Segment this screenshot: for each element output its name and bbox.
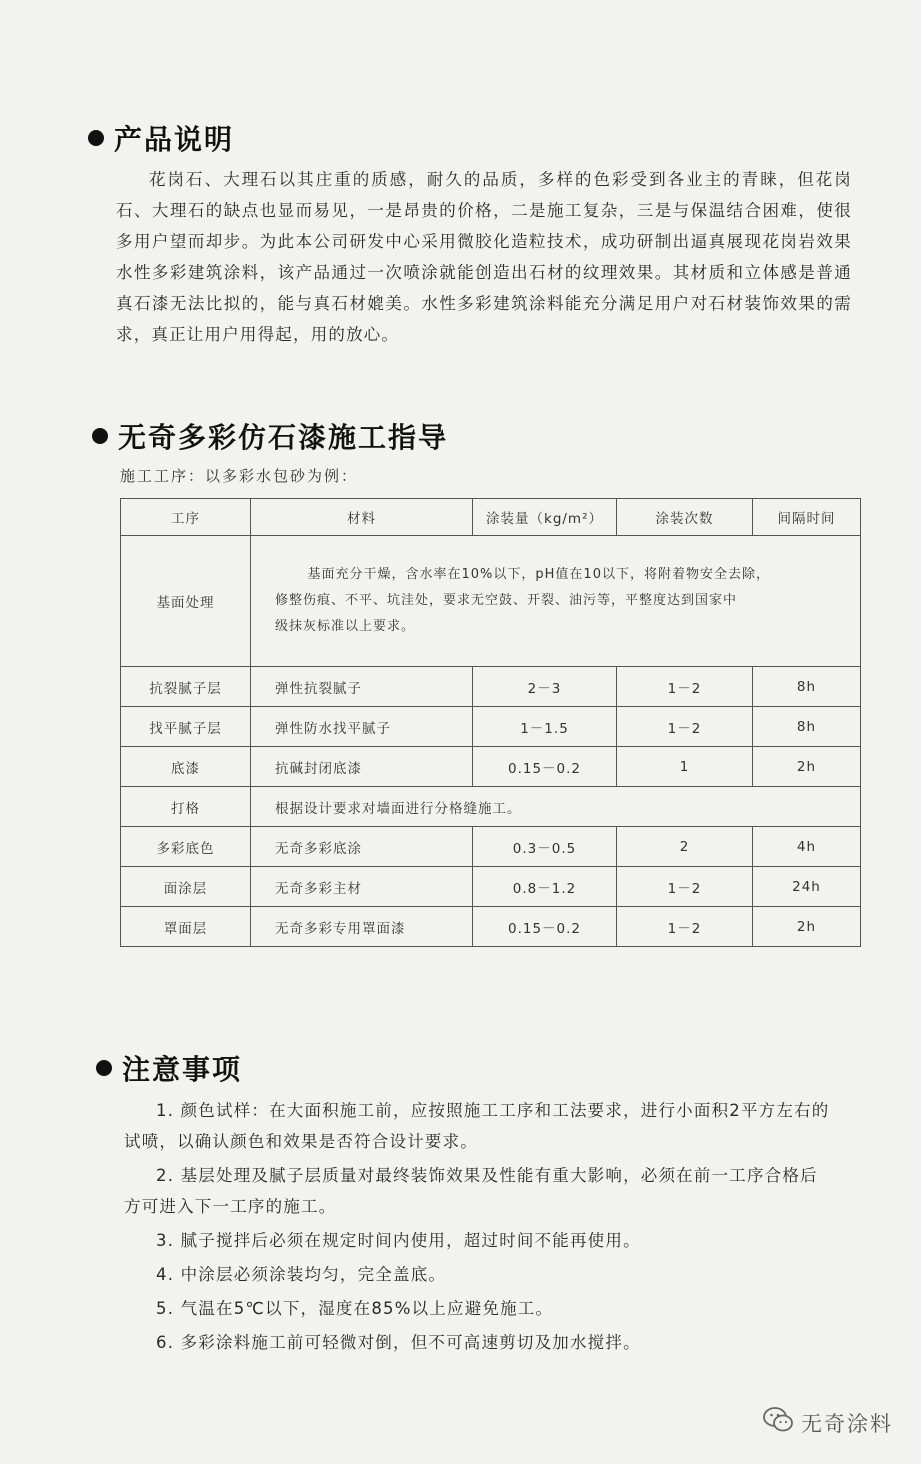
note-line: 3. 腻子搅拌后必须在规定时间内使用，超过时间不能再使用。 bbox=[156, 1231, 641, 1250]
cell-times: 1－2 bbox=[617, 907, 753, 947]
cell-step: 抗裂腻子层 bbox=[121, 667, 251, 707]
cell-amount: 2－3 bbox=[473, 667, 617, 707]
desc-line: 修整伤痕、不平、坑洼处，要求无空鼓、开裂、油污等，平整度达到国家中 bbox=[275, 593, 738, 608]
header-material: 材料 bbox=[251, 499, 473, 536]
header-step: 工序 bbox=[121, 499, 251, 536]
construction-table bbox=[120, 498, 861, 947]
note-line: 2. 基层处理及腻子层质量对最终装饰效果及性能有重大影响，必须在前一工序合格后 bbox=[156, 1166, 818, 1185]
cell-material: 弹性防水找平腻子 bbox=[251, 707, 473, 747]
intro-body: 花岗石、大理石以其庄重的质感，耐久的品质，多样的色彩受到各业主的青睐，但花岗石、大理石的缺点也显而易见，一是昂贵的价格，二是施工复杂，三是与保温结合困难，使很多用户望而却步。为此本公司研发中心采用微胶化造粒技术，成功研制出逼真展现花岗岩效果水性多彩建筑涂料，该产品通过一次喷涂就能创造出石材的纹理效果。其材质和立体感是普通真石漆无法比拟的，能与真石材媲美。水性多彩建筑涂料能充分满足用户对石材装饰效果的需求，真正让用户用得起，用的放心。 bbox=[116, 170, 852, 344]
list-item bbox=[124, 1293, 884, 1324]
intro-heading bbox=[88, 118, 234, 158]
desc-line: 基面充分干燥，含水率在10%以下，pH值在10以下，将附着物安全去除， bbox=[307, 567, 770, 582]
list-item bbox=[124, 1259, 884, 1290]
cell-step: 找平腻子层 bbox=[121, 707, 251, 747]
cell-amount: 0.3－0.5 bbox=[473, 827, 617, 867]
cell-amount: 0.8－1.2 bbox=[473, 867, 617, 907]
cell-amount: 1－1.5 bbox=[473, 707, 617, 747]
note-line: 5. 气温在5℃以下，湿度在85%以上应避免施工。 bbox=[156, 1299, 554, 1318]
notes-list bbox=[124, 1095, 884, 1361]
table-row bbox=[121, 747, 861, 787]
cell-material: 弹性抗裂腻子 bbox=[251, 667, 473, 707]
guide-heading bbox=[92, 416, 448, 456]
cell-step: 打格 bbox=[121, 787, 251, 827]
list-item bbox=[124, 1225, 884, 1256]
cell-interval: 24h bbox=[753, 867, 861, 907]
table-row bbox=[121, 536, 861, 667]
table-header-row bbox=[121, 499, 861, 536]
cell-step: 罩面层 bbox=[121, 907, 251, 947]
note-line-cont: 试喷，以确认颜色和效果是否符合设计要求。 bbox=[124, 1132, 478, 1151]
cell-times: 1－2 bbox=[617, 867, 753, 907]
cell-step: 多彩底色 bbox=[121, 827, 251, 867]
note-line: 1. 颜色试样：在大面积施工前，应按照施工工序和工法要求，进行小面积2平方左右的 bbox=[156, 1101, 830, 1120]
note-line-cont: 方可进入下一工序的施工。 bbox=[124, 1197, 337, 1216]
cell-material: 无奇多彩底涂 bbox=[251, 827, 473, 867]
list-item bbox=[124, 1160, 884, 1222]
cell-material: 无奇多彩主材 bbox=[251, 867, 473, 907]
guide-subtitle: 施工工序：以多彩水包砂为例： bbox=[120, 467, 359, 485]
wechat-icon bbox=[763, 1407, 793, 1438]
header-amount: 涂装量（kg/m²） bbox=[473, 499, 617, 536]
cell-step: 底漆 bbox=[121, 747, 251, 787]
cell-material: 无奇多彩专用罩面漆 bbox=[251, 907, 473, 947]
table-row bbox=[121, 667, 861, 707]
table-row bbox=[121, 867, 861, 907]
cell-interval: 4h bbox=[753, 827, 861, 867]
bullet-icon bbox=[96, 1060, 112, 1076]
cell-amount: 0.15－0.2 bbox=[473, 747, 617, 787]
desc-line: 级抹灰标准以上要求。 bbox=[275, 619, 416, 634]
cell-interval: 2h bbox=[753, 747, 861, 787]
cell-material: 抗碱封闭底漆 bbox=[251, 747, 473, 787]
cell-times: 2 bbox=[617, 827, 753, 867]
watermark-text: 无奇涂料 bbox=[801, 1411, 893, 1436]
bullet-icon bbox=[92, 428, 108, 444]
cell-base-desc bbox=[251, 536, 861, 667]
intro-title: 产品说明 bbox=[114, 123, 235, 156]
table-row bbox=[121, 707, 861, 747]
cell-times: 1 bbox=[617, 747, 753, 787]
cell-step: 面涂层 bbox=[121, 867, 251, 907]
note-line: 4. 中涂层必须涂装均匀，完全盖底。 bbox=[156, 1265, 447, 1284]
table-row bbox=[121, 787, 861, 827]
table-row bbox=[121, 827, 861, 867]
note-line: 6. 多彩涂料施工前可轻微对倒，但不可高速剪切及加水搅拌。 bbox=[156, 1333, 641, 1352]
guide-title: 无奇多彩仿石漆施工指导 bbox=[118, 421, 449, 454]
watermark bbox=[763, 1407, 893, 1438]
header-interval: 间隔时间 bbox=[753, 499, 861, 536]
cell-amount: 0.15－0.2 bbox=[473, 907, 617, 947]
header-times: 涂装次数 bbox=[617, 499, 753, 536]
table-row bbox=[121, 907, 861, 947]
bullet-icon bbox=[88, 130, 104, 146]
cell-interval: 8h bbox=[753, 667, 861, 707]
cell-grid-desc: 根据设计要求对墙面进行分格缝施工。 bbox=[251, 787, 861, 827]
cell-step: 基面处理 bbox=[121, 536, 251, 667]
cell-interval: 2h bbox=[753, 907, 861, 947]
cell-times: 1－2 bbox=[617, 667, 753, 707]
list-item bbox=[124, 1095, 884, 1157]
list-item bbox=[124, 1327, 884, 1358]
notes-title: 注意事项 bbox=[122, 1053, 243, 1086]
notes-heading bbox=[96, 1048, 242, 1088]
cell-interval: 8h bbox=[753, 707, 861, 747]
cell-times: 1－2 bbox=[617, 707, 753, 747]
